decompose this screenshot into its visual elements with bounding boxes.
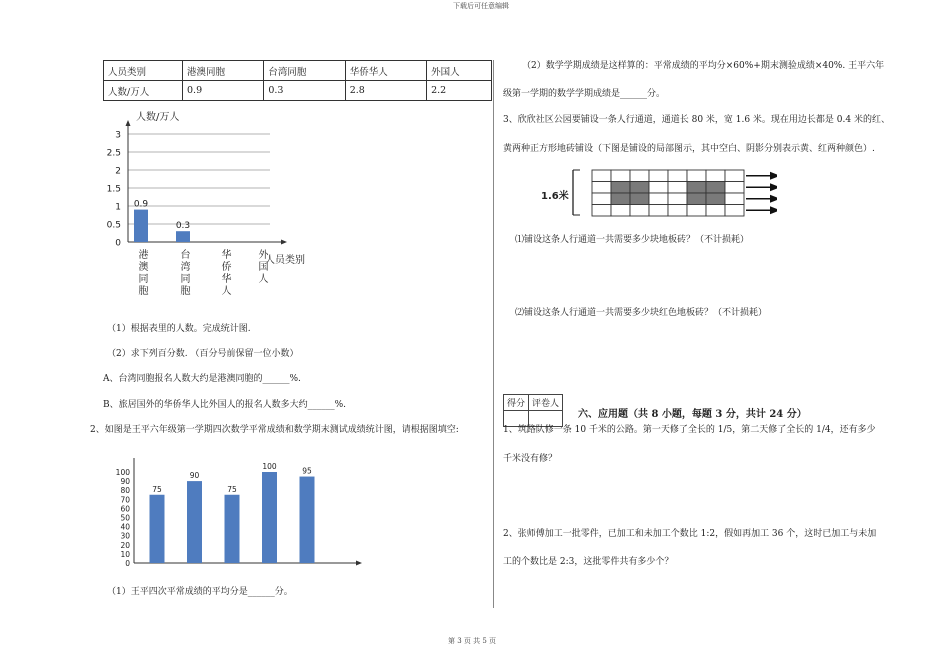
tile-yellow — [649, 193, 668, 205]
tile-diagram — [572, 163, 777, 223]
chart1-grid — [128, 134, 270, 224]
chart1-category-label: 外国人 — [256, 249, 267, 285]
arrow-head — [770, 172, 777, 180]
table-cell: 华侨华人 — [345, 61, 426, 81]
tile-yellow — [668, 170, 687, 182]
chart2-y-tick-label: 30 — [120, 531, 130, 541]
tile-yellow — [649, 170, 668, 182]
question-1: （1）根据表里的人数。完成统计图. — [107, 324, 251, 334]
chart2-y-tick-label: 100 — [115, 468, 130, 477]
chart1-y-tick-label: 2 — [115, 166, 121, 177]
chart1-y-label: 人数/万人 — [136, 112, 180, 123]
tile-red — [630, 193, 649, 205]
right-text-1b: 级第一学期的数学学期成绩是______分。 — [503, 89, 666, 99]
chart2-bar — [225, 495, 240, 563]
chart1-y-tick-label: 0 — [115, 238, 121, 249]
chart2-data-label: 95 — [302, 466, 312, 476]
chart2-data-label: 75 — [227, 484, 237, 494]
tile-yellow — [649, 182, 668, 194]
section-title: 六、应用题（共 8 小题，每题 3 分，共计 24 分） — [578, 409, 807, 420]
tile-yellow — [706, 205, 725, 217]
chart1-y-tick-label: 1 — [115, 202, 121, 213]
header-note: 下载后可任意编辑 — [453, 2, 509, 10]
chart2-bar — [187, 481, 202, 563]
chart1-y-tick-label: 3 — [115, 130, 121, 141]
table-cell: 2.8 — [345, 81, 426, 101]
tile-yellow — [687, 205, 706, 217]
tile-yellow — [630, 170, 649, 182]
chart1-category-label: 台湾同胞 — [178, 249, 189, 297]
tile-yellow — [611, 205, 630, 217]
problem-3-text-a: 3、欣欣社区公园要铺设一条人行通道，通道长 80 米，宽 1.6 米。现在用边长都是 0.4 米的红、 — [503, 115, 890, 125]
tile-yellow — [668, 193, 687, 205]
app-problem-1b: 千米没有修？ — [503, 454, 558, 464]
tile-width-label: 1.6米 — [541, 191, 569, 202]
tile-red — [630, 182, 649, 194]
tile-red — [687, 193, 706, 205]
arrow-head — [770, 195, 777, 203]
problem-2: 2、如图是王平六年级第一学期四次数学平常成绩和数学期末测试成绩统计图，请根据图填空: — [90, 425, 459, 435]
chart1-y-tick-label: 1.5 — [106, 184, 121, 195]
chart2-y-tick-label: 70 — [120, 495, 130, 505]
tile-yellow — [592, 182, 611, 194]
arrow-head — [770, 183, 777, 191]
chart1-y-ticks — [107, 131, 122, 249]
tile-yellow — [725, 170, 744, 182]
tile-red — [706, 193, 725, 205]
table-cell: 台湾同胞 — [264, 61, 345, 81]
tile-yellow — [668, 205, 687, 217]
chart2-y-tick-label: 40 — [120, 522, 130, 532]
problem-3-sub2: ⑵铺设这条人行通道一共需要多少块红色地板砖？（不计损耗） — [515, 308, 768, 318]
tile-red — [611, 193, 630, 205]
chart2-y-ticks — [116, 468, 131, 568]
chart1-y-tick-label: 2.5 — [106, 148, 121, 159]
tile-yellow — [592, 193, 611, 205]
chart2-y-tick-label: 90 — [120, 477, 130, 487]
sub-question-1: （1）王平四次平常成绩的平均分是______分。 — [107, 587, 293, 597]
chart2-y-tick-label: 10 — [120, 549, 130, 559]
tile-yellow — [725, 205, 744, 217]
chart2-y-tick-label: 0 — [125, 559, 130, 568]
chart1-category-label: 华侨华人 — [219, 249, 230, 297]
tile-yellow — [725, 193, 744, 205]
chart2-y-tick-label: 50 — [120, 513, 130, 523]
tile-yellow — [611, 170, 630, 182]
tile-red — [611, 182, 630, 194]
tile-yellow — [592, 205, 611, 217]
tile-red — [706, 182, 725, 194]
chart2-y-tick-label: 20 — [120, 540, 130, 550]
chart1-bar — [134, 210, 148, 242]
problem-3-sub1: ⑴铺设这条人行通道一共需要多少块地板砖？（不计损耗） — [515, 235, 750, 245]
chart1-data-label: 0.3 — [175, 221, 191, 232]
tile-yellow — [687, 170, 706, 182]
chart2-data-label: 100 — [262, 462, 277, 471]
score-label: 得分 — [504, 395, 529, 411]
chart1-x-arrow — [281, 240, 287, 245]
chart2-y-tick-label: 60 — [120, 504, 130, 514]
score-bar-chart — [108, 452, 368, 572]
table-cell: 人员类别 — [104, 61, 183, 81]
chart2-y-tick-label: 80 — [120, 486, 130, 496]
table-cell: 人数/万人 — [104, 81, 183, 101]
app-problem-2a: 2、张师傅加工一批零件，已加工和未加工个数比 1:2，假如再加工 36 个，这时已加工与未加 — [503, 529, 877, 539]
arrow-head — [770, 206, 777, 214]
table-cell: 港澳同胞 — [183, 61, 264, 81]
tile-yellow — [630, 205, 649, 217]
tile-yellow — [706, 170, 725, 182]
direction-arrows — [746, 172, 777, 215]
chart2-x-arrow — [356, 561, 362, 566]
tile-red — [687, 182, 706, 194]
tile-yellow — [649, 205, 668, 217]
score-box — [503, 394, 563, 427]
tile-yellow — [592, 170, 611, 182]
page-footer: 第 3 页 共 5 页 — [448, 637, 497, 645]
chart2-bar — [150, 495, 165, 563]
problem-3-text-b: 黄两种正方形地砖铺设（下图是铺设的局部图示，其中空白、阴影分别表示黄、红两种颜色）. — [503, 144, 875, 154]
grader-label: 评卷人 — [529, 395, 563, 411]
people-table — [103, 60, 492, 101]
app-problem-2b: 工的个数比是 2:3，这批零件共有多少个？ — [503, 557, 674, 567]
table-cell: 0.3 — [264, 81, 345, 101]
table-header-row — [104, 61, 492, 81]
chart2-data-label: 75 — [152, 484, 162, 494]
tile-yellow — [668, 182, 687, 194]
tile-grid — [592, 170, 744, 216]
right-text-1a: （2）数学学期成绩是这样算的：平常成绩的平均分×60%+期末测验成绩×40%. 王平六年 — [522, 61, 885, 71]
chart1-category-label: 港澳同胞 — [136, 249, 147, 297]
chart1-y-arrow — [126, 120, 131, 126]
chart2-bar — [262, 472, 277, 563]
question-2a: A、台湾同胞报名人数大约是港澳同胞的______%. — [103, 374, 301, 384]
column-divider — [493, 60, 494, 608]
chart1-data-label: 0.9 — [133, 199, 149, 210]
chart1-bar — [176, 231, 190, 242]
chart1-x-label: 人员类别 — [265, 255, 305, 266]
table-cell: 2.2 — [427, 81, 492, 101]
question-2: （2）求下列百分数. （百分号前保留一位小数） — [107, 349, 299, 359]
table-cell: 0.9 — [183, 81, 264, 101]
table-cell: 外国人 — [427, 61, 492, 81]
question-2b: B、旅居国外的华侨华人比外国人的报名人数多大约______%. — [103, 400, 347, 410]
chart2-bar — [300, 477, 315, 563]
tile-yellow — [725, 182, 744, 194]
chart1-y-tick-label: 0.5 — [106, 220, 121, 231]
chart2-data-label: 90 — [189, 471, 200, 481]
chart2-data-labels — [152, 462, 312, 494]
app-problem-1a: 1、筑路队修一条 10 千米的公路。第一天修了全长的 1/5，第二天修了全长的 1/4，还有多少 — [503, 425, 876, 435]
table-row — [104, 81, 492, 101]
